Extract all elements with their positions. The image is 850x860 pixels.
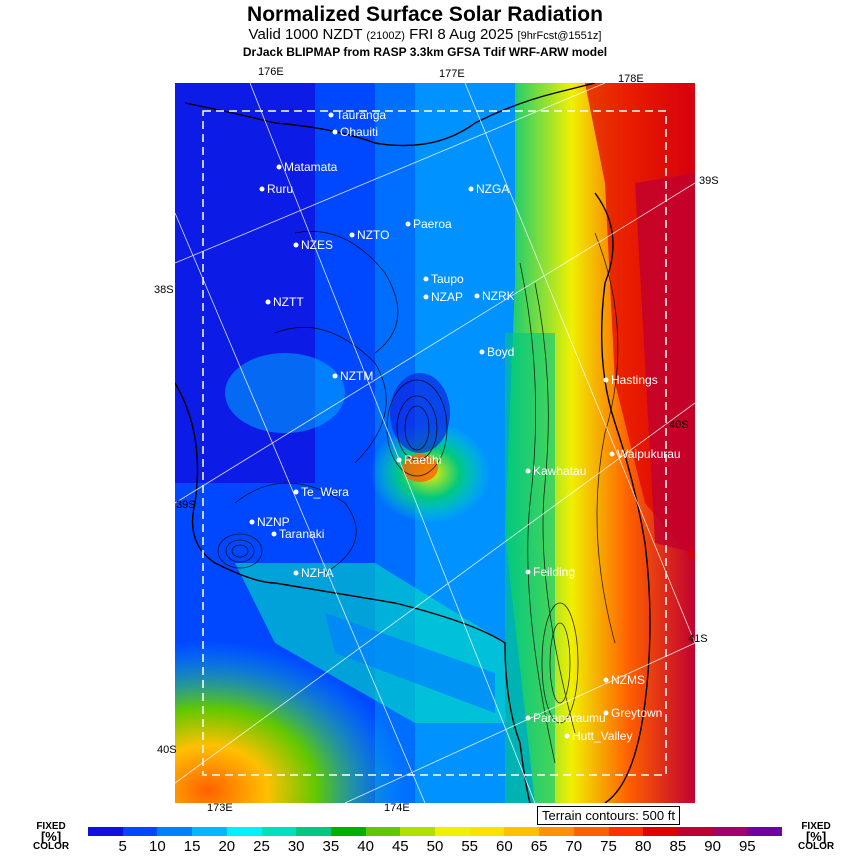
place-dot: [480, 350, 485, 355]
place-dot: [604, 678, 609, 683]
place-label: Tauranga: [336, 108, 387, 122]
place-marker: [272, 527, 325, 541]
place-label: Paraparaumu: [533, 711, 606, 725]
legend-tick-label: 20: [218, 838, 236, 855]
place-label: Greytown: [611, 706, 663, 720]
place-marker: [277, 160, 338, 174]
legend-tick-label: 35: [322, 838, 340, 855]
place-marker: [526, 711, 606, 725]
legend-tick-label: 25: [253, 838, 270, 855]
chart-title: Normalized Surface Solar Radiation: [247, 3, 603, 26]
legend-swatch: [574, 827, 609, 836]
place-label: Waipukurau: [617, 447, 681, 461]
legend-swatch: [366, 827, 401, 836]
legend-swatch: [747, 827, 782, 836]
place-marker: [610, 447, 681, 461]
place-dot: [333, 130, 338, 135]
place-label: Hastings: [611, 373, 658, 387]
lon-label-177e: 177E: [439, 68, 465, 80]
color-scale-labels: [88, 838, 782, 856]
lon-label-174e: 174E: [384, 802, 410, 814]
place-label: NZES: [301, 238, 334, 252]
legend-swatch: [643, 827, 678, 836]
legend-swatch: [609, 827, 644, 836]
place-marker: [526, 565, 576, 579]
place-label: NZTM: [340, 369, 374, 383]
place-label: Matamata: [284, 160, 338, 174]
place-dot: [424, 277, 429, 282]
place-dot: [610, 452, 615, 457]
place-label: Kawhatau: [533, 464, 587, 478]
place-label: Feilding: [533, 565, 576, 579]
place-marker: [565, 729, 633, 743]
legend-swatch: [678, 827, 713, 836]
legend-swatch: [400, 827, 435, 836]
legend-swatch: [504, 827, 539, 836]
place-marker: [406, 217, 453, 231]
place-dot: [294, 490, 299, 495]
legend-swatch: [435, 827, 470, 836]
place-dot: [469, 187, 474, 192]
place-dot: [350, 233, 355, 238]
place-dot: [294, 571, 299, 576]
place-dot: [406, 222, 411, 227]
legend-swatch: [713, 827, 748, 836]
place-label: NZTT: [273, 295, 304, 309]
legend-tick-label: 65: [530, 838, 548, 855]
legend-tick-label: 10: [149, 838, 166, 855]
legend-tick-label: 85: [669, 838, 687, 855]
legend-swatch: [470, 827, 505, 836]
place-dot: [277, 165, 282, 170]
place-dot: [397, 458, 402, 463]
place-marker: [604, 706, 663, 720]
place-label: NZMS: [611, 673, 645, 687]
radiation-map: [175, 83, 695, 803]
place-dot: [272, 532, 277, 537]
place-label: Taranaki: [279, 527, 325, 541]
legend-tick-label: 45: [391, 838, 409, 855]
place-dot: [424, 295, 429, 300]
legend-tick-label: 70: [565, 838, 583, 855]
legend-tick-label: 50: [426, 838, 444, 855]
place-label: Te_Wera: [301, 485, 349, 499]
place-label: NZHA: [301, 566, 334, 580]
legend-tick-label: 30: [287, 838, 305, 855]
place-dot: [260, 187, 265, 192]
legend-swatch: [539, 827, 574, 836]
place-dot: [526, 570, 531, 575]
legend-tick-label: 95: [738, 838, 756, 855]
lat-label-40s-right: 40S: [669, 419, 689, 431]
legend-tick-label: 15: [183, 838, 201, 855]
place-marker: [604, 373, 658, 387]
place-dot: [266, 300, 271, 305]
lon-label-178e: 178E: [618, 73, 644, 85]
place-label: Ohauiti: [340, 125, 379, 139]
place-label: Ruru: [267, 182, 294, 196]
legend-tick-label: 60: [496, 838, 513, 855]
legend-tick-label: 40: [357, 838, 374, 855]
legend-swatch: [192, 827, 227, 836]
legend-swatch: [262, 827, 297, 836]
color-scale-bar: [88, 827, 782, 836]
legend-swatch: [123, 827, 158, 836]
place-label: Raetihi: [404, 453, 442, 467]
place-dot: [294, 243, 299, 248]
lat-label-41s: 41S: [688, 633, 708, 645]
place-dot: [526, 716, 531, 721]
place-dot: [250, 520, 255, 525]
place-label: NZRK: [482, 289, 515, 303]
place-marker: [397, 453, 442, 467]
legend-tick-label: 75: [600, 838, 617, 855]
place-marker: [329, 108, 387, 122]
lat-label-38s: 38S: [154, 284, 174, 296]
lat-label-39s-left: 39S: [176, 499, 196, 511]
lat-label-39s-right: 39S: [699, 175, 719, 187]
place-dot: [329, 113, 334, 118]
legend-fixed-right: FIXED [%] COLOR: [798, 821, 835, 852]
place-label: NZGA: [476, 182, 510, 196]
place-label: Taupo: [431, 272, 464, 286]
place-dot: [604, 378, 609, 383]
place-label: Paeroa: [413, 217, 452, 231]
terrain-note: Terrain contours: 500 ft: [537, 806, 680, 825]
place-marker: [333, 125, 379, 139]
place-marker: [526, 464, 587, 478]
place-marker: [294, 485, 350, 499]
lat-label-40s-left: 40S: [157, 744, 177, 756]
legend-swatch: [296, 827, 331, 836]
legend-swatch: [157, 827, 192, 836]
place-label: NZTO: [357, 228, 390, 242]
legend-tick-label: 55: [461, 838, 479, 855]
place-label: Hutt_Valley: [572, 729, 633, 743]
model-subtitle: DrJack BLIPMAP from RASP 3.3km GFSA Tdif WRF-ARW model: [242, 45, 608, 59]
lon-label-176e: 176E: [258, 66, 284, 78]
legend-tick-label: 80: [634, 838, 652, 855]
valid-time: Valid 1000 NZDT (2100Z) FRI 8 Aug 2025 [9hrFcst@1551z]: [248, 26, 602, 43]
lon-label-173e: 173E: [207, 802, 233, 814]
place-dot: [475, 294, 480, 299]
place-label: Boyd: [487, 345, 515, 359]
place-dot: [333, 374, 338, 379]
legend-fixed-left: FIXED [%] COLOR: [33, 821, 70, 852]
legend-tick-label: 5: [118, 838, 127, 855]
legend-swatch: [331, 827, 366, 836]
legend-swatch: [88, 827, 123, 836]
place-label: NZAP: [431, 290, 464, 304]
place-dot: [565, 734, 570, 739]
place-dot: [526, 469, 531, 474]
place-label: NZNP: [257, 515, 290, 529]
legend-tick-label: 90: [704, 838, 721, 855]
legend-swatch: [227, 827, 262, 836]
